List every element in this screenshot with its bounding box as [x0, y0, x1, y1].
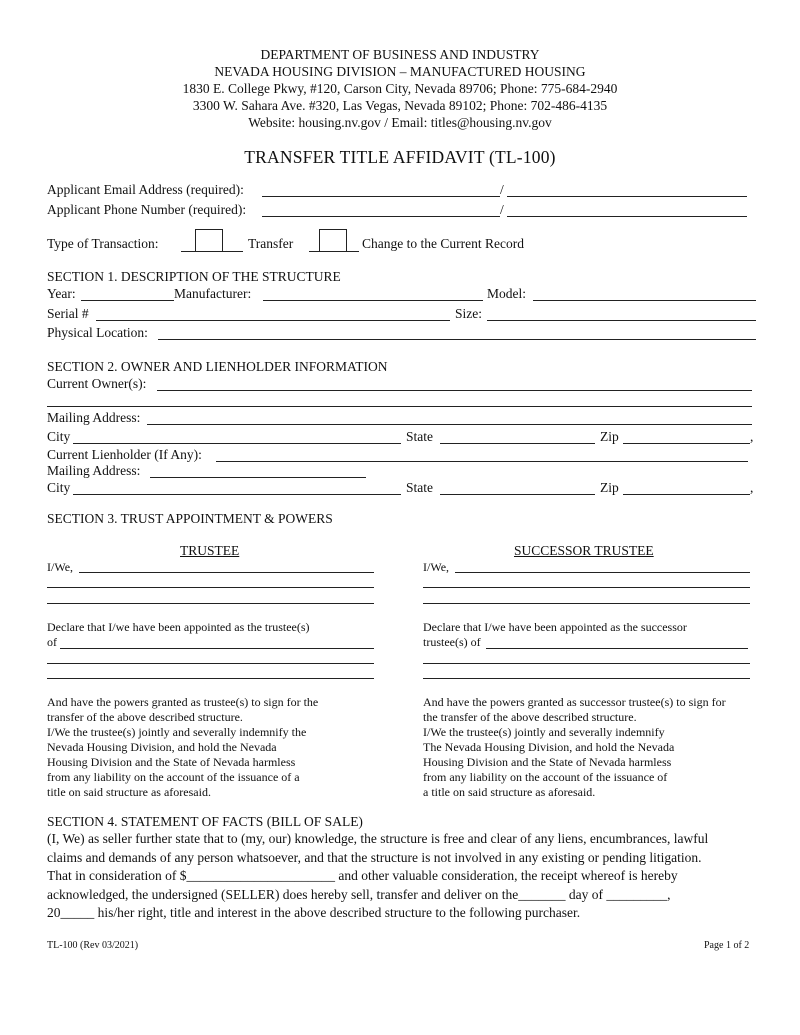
zip-comma: , — [750, 429, 754, 444]
serial-label: Serial # — [47, 306, 89, 321]
zip-field[interactable] — [623, 443, 750, 444]
email-field-1[interactable] — [262, 196, 500, 197]
successor-trust-field-2[interactable] — [423, 663, 750, 664]
lienholder-zip-label: Zip — [600, 480, 619, 495]
city-field[interactable] — [73, 443, 401, 444]
lienholder-state-label: State — [406, 480, 433, 495]
bill-of-sale-line-2: claims and demands of any person whatsoever, and that the structure is not involved in any existing or pending litigation. — [47, 850, 702, 865]
successor-declare-text: Declare that I/we have been appointed as the successor — [423, 620, 687, 634]
lienholder-city-field[interactable] — [73, 494, 401, 495]
manufacturer-label: Manufacturer: — [174, 286, 252, 301]
contact-info: Website: housing.nv.gov / Email: titles@housing.nv.gov — [248, 115, 552, 130]
phone-slash: / — [500, 202, 504, 217]
change-option-label: Change to the Current Record — [362, 236, 524, 251]
section-4-heading: SECTION 4. STATEMENT OF FACTS (BILL OF SALE) — [47, 814, 363, 829]
lienholder-mailing-label: Mailing Address: — [47, 463, 141, 478]
form-title: TRANSFER TITLE AFFIDAVIT (TL-100) — [244, 147, 556, 167]
mailing-address-label: Mailing Address: — [47, 410, 141, 425]
successor-name-field-2[interactable] — [423, 587, 750, 588]
owner-label: Current Owner(s): — [47, 376, 147, 391]
owner-field-2[interactable] — [47, 406, 752, 407]
trustee-of-label: of — [47, 635, 57, 649]
phone-field-2[interactable] — [507, 216, 747, 217]
transaction-label: Type of Transaction: — [47, 236, 159, 251]
zip-label: Zip — [600, 429, 619, 444]
carson-city-address: 1830 E. College Pkwy, #120, Carson City, Nevada 89706; Phone: 775-684-2940 — [182, 81, 618, 96]
trustee-declare-text: Declare that I/we have been appointed as the trustee(s) — [47, 620, 310, 634]
mailing-address-field[interactable] — [147, 424, 752, 425]
email-field-2[interactable] — [507, 196, 747, 197]
lienholder-city-label: City — [47, 480, 71, 495]
las-vegas-address: 3300 W. Sahara Ave. #320, Las Vegas, Nevada 89102; Phone: 702-486-4135 — [192, 98, 608, 113]
bill-of-sale-line-1: (I, We) as seller further state that to (my, our) knowledge, the structure is free and clear of any liens, encumbrances, lawful — [47, 831, 709, 846]
trustee-trust-field-3[interactable] — [47, 678, 374, 679]
city-label: City — [47, 429, 71, 444]
lienholder-label: Current Lienholder (If Any): — [47, 447, 202, 462]
trustee-trust-field[interactable] — [60, 648, 374, 649]
bill-of-sale-line-4: acknowledged, the undersigned (SELLER) does hereby sell, transfer and deliver on the_______ day of _________, — [47, 887, 671, 902]
transfer-checkbox[interactable] — [195, 229, 223, 252]
email-slash: / — [500, 182, 504, 197]
location-label: Physical Location: — [47, 325, 148, 340]
lienholder-mailing-field[interactable] — [150, 477, 366, 478]
trustee-powers-text: And have the powers granted as trustee(s) to sign for the transfer of the above described structure. I/We the trustee(s) jointly and severally indemnify the Nevada Housing Division, and hold the Nevada Housing Division and the State of Nevada harmless from any liability on the account of the issuance of a title on said structure as aforesaid. — [47, 695, 319, 799]
successor-name-field[interactable] — [455, 572, 750, 573]
lienholder-state-field[interactable] — [440, 494, 595, 495]
agency-name: DEPARTMENT OF BUSINESS AND INDUSTRY — [260, 47, 540, 62]
location-field[interactable] — [158, 339, 756, 340]
serial-field[interactable] — [96, 320, 450, 321]
successor-trust-field[interactable] — [486, 648, 748, 649]
trustee-name-field-2[interactable] — [47, 587, 374, 588]
state-field[interactable] — [440, 443, 595, 444]
trustee-name-field[interactable] — [79, 572, 374, 573]
trustee-trust-field-2[interactable] — [47, 663, 374, 664]
successor-of-label: trustee(s) of — [423, 635, 481, 649]
trustee-iwe-label: I/We, — [47, 560, 74, 574]
successor-trustee-title: SUCCESSOR TRUSTEE — [514, 543, 654, 558]
owner-field[interactable] — [157, 390, 752, 391]
lienholder-zip-comma: , — [750, 480, 754, 495]
year-field[interactable] — [81, 300, 174, 301]
model-label: Model: — [487, 286, 526, 301]
successor-iwe-label: I/We, — [423, 560, 450, 574]
successor-name-field-3[interactable] — [423, 603, 750, 604]
successor-trust-field-3[interactable] — [423, 678, 750, 679]
bill-of-sale-line-5: 20_____ his/her right, title and interest in the above described structure to the following purchaser. — [47, 905, 581, 920]
email-label: Applicant Email Address (required): — [47, 182, 244, 197]
manufacturer-field[interactable] — [263, 300, 483, 301]
trustee-name-field-3[interactable] — [47, 603, 374, 604]
change-record-checkbox[interactable] — [319, 229, 347, 252]
model-field[interactable] — [533, 300, 756, 301]
division-name: NEVADA HOUSING DIVISION – MANUFACTURED HOUSING — [214, 64, 586, 79]
successor-powers-text: And have the powers granted as successor trustee(s) to sign for the transfer of the above described structure. I/We the trustee(s) jointly and severally indemnify The Nevada Housing Division, and hold the Nevada Housing Division and the State of Nevada harmless from any liability on the account of the issuance of a title on said structure as aforesaid. — [423, 695, 726, 799]
section-3-heading: SECTION 3. TRUST APPOINTMENT & POWERS — [47, 511, 333, 526]
size-field[interactable] — [487, 320, 756, 321]
page-number: Page 1 of 2 — [704, 940, 750, 951]
lienholder-zip-field[interactable] — [623, 494, 750, 495]
phone-label: Applicant Phone Number (required): — [47, 202, 247, 217]
trustee-title: TRUSTEE — [180, 543, 240, 558]
size-label: Size: — [455, 306, 482, 321]
phone-field-1[interactable] — [262, 216, 500, 217]
section-1-heading: SECTION 1. DESCRIPTION OF THE STRUCTURE — [47, 269, 341, 284]
bill-of-sale-line-3: That in consideration of $______________________ and other valuable consideration, the receipt whereof is hereby — [47, 868, 678, 883]
state-label: State — [406, 429, 433, 444]
section-2-heading: SECTION 2. OWNER AND LIENHOLDER INFORMATION — [47, 359, 388, 374]
transfer-option-label: Transfer — [248, 236, 294, 251]
form-revision: TL-100 (Rev 03/2021) — [47, 940, 139, 951]
lienholder-field[interactable] — [216, 461, 748, 462]
year-label: Year: — [47, 286, 76, 301]
